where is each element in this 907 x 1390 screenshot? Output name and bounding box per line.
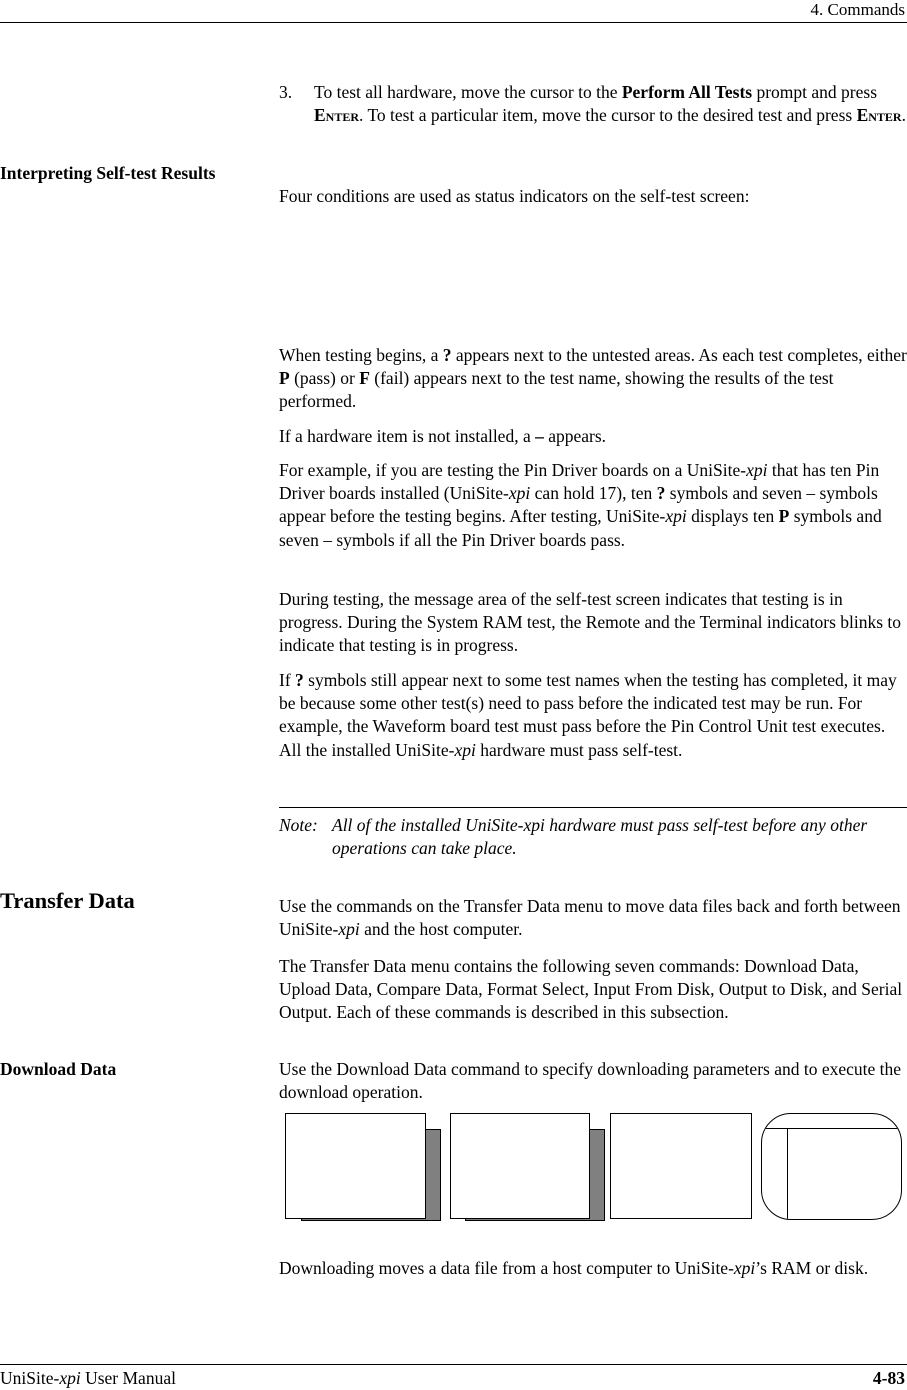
text-run: that has ten Pin Driver boards installed (UniSite- <box>279 460 880 504</box>
footer-title-suffix: User Manual <box>80 1368 176 1388</box>
text-run: xpi <box>508 483 531 504</box>
text-run: appears. <box>543 426 607 446</box>
text-run: . <box>901 105 906 126</box>
text-run: xpi <box>454 739 476 760</box>
text-run: During testing, the message area of the self-test screen indicates that testing is in progress. During the System RAM test, the Remote and the Terminal indicators blinks to indicate that testing is in progress. <box>279 589 902 656</box>
page-number: 4-83 <box>872 1368 905 1388</box>
paragraph-downloading-moves <box>279 1257 907 1280</box>
heading-transfer-data: Transfer Data <box>0 888 135 913</box>
text-run: If a hardware item is not installed, a <box>279 426 536 446</box>
text-run: Downloading moves a data file from a host computer to UniSite- <box>279 1258 734 1278</box>
paragraph-transfer-intro <box>279 895 907 941</box>
note-rule <box>279 807 907 808</box>
text-run: The Transfer Data menu contains the following seven commands: Download Data, Upload Data, Compare Data, Format Select, Input From Disk, Output to Disk, and Serial Output. Each of these commands is described in this subsection. <box>279 956 903 1023</box>
text-run: ? <box>295 670 304 690</box>
header-rule <box>0 22 907 23</box>
text-run: If <box>279 670 296 690</box>
submenu-window-panel <box>450 1113 590 1219</box>
text-run: can hold 17), ten <box>530 483 657 504</box>
text-run: Enter <box>856 105 902 126</box>
text-run: . To test a particular item, move the cursor to the desired test and press <box>359 105 857 126</box>
text-run: xpi <box>665 506 687 527</box>
text-run: symbols still appear next to some test names when the testing has completed, it may be because some other test(s) need to pass before the indicated test may be run. For example, the Waveform board test must pass before the Pin Control Unit test executes. All the installed UniSite- <box>279 670 897 760</box>
note-label: Note: <box>279 815 318 835</box>
paragraph-for-example <box>279 459 907 552</box>
footer-title-prefix: UniSite- <box>0 1368 60 1388</box>
text-run: P <box>279 368 290 389</box>
text-run: Use the commands on the Transfer Data menu to move data files back and forth between UniSite- <box>279 896 901 940</box>
step-3-text <box>314 81 907 127</box>
text-run: xpi <box>338 919 360 940</box>
text-run: (pass) or <box>289 368 360 389</box>
text-run: Use the Download Data command to specify downloading parameters and to execute the download operation. <box>279 1059 902 1103</box>
running-header: 4. Commands <box>810 0 905 19</box>
text-run: P <box>778 506 790 527</box>
heading-download-data: Download Data <box>0 1059 117 1079</box>
note-text: All of the installed UniSite-xpi hardware must pass self-test before any other operations can take place. <box>332 815 868 859</box>
text-run: (fail) appears next to the test name, showing the results of the test performed. <box>279 368 834 412</box>
footer-title-product: xpi <box>59 1368 81 1388</box>
text-run: Four conditions are used as status indicators on the self-test screen: <box>279 186 750 206</box>
text-run: ? <box>656 483 666 504</box>
menu-window-panel <box>285 1113 426 1219</box>
text-run: prompt and press <box>752 82 878 102</box>
footer-rule <box>0 1364 907 1365</box>
paragraph-not-installed <box>279 425 907 448</box>
paragraph-four-conditions <box>279 185 907 208</box>
paragraph-during-testing <box>279 588 907 658</box>
screen-panel <box>610 1113 752 1219</box>
paragraph-if-symbols <box>279 669 907 762</box>
step-number: 3. <box>279 82 293 102</box>
paragraph-download-intro <box>279 1058 907 1104</box>
text-run: F <box>359 368 370 389</box>
text-run: When testing begins, a <box>279 345 443 365</box>
text-run: symbols and seven – symbols if all the Pin Driver boards pass. <box>279 506 882 550</box>
footer-manual-title <box>0 1367 176 1390</box>
heading-interpreting-results: Interpreting Self-test Results <box>0 163 216 183</box>
text-run: xpi <box>733 1258 756 1278</box>
text-run: ’s RAM or disk. <box>755 1258 869 1278</box>
text-run: xpi <box>746 460 768 480</box>
text-run: Enter <box>314 105 360 126</box>
text-run: – <box>535 426 544 446</box>
text-run: For example, if you are testing the Pin Driver boards on a UniSite- <box>279 460 747 480</box>
text-run: Perform All Tests <box>621 82 753 102</box>
terminal-screen-icon <box>761 1113 902 1220</box>
paragraph-when-testing <box>279 344 907 414</box>
text-run: ? <box>442 345 452 365</box>
text-run: To test all hardware, move the cursor to the <box>314 82 622 102</box>
text-run: hardware must pass self-test. <box>475 739 683 760</box>
text-run: and the host computer. <box>359 919 523 940</box>
text-run: appears next to the untested areas. As each test completes, either <box>451 345 907 365</box>
paragraph-transfer-list <box>279 955 907 1025</box>
text-run: displays ten <box>686 506 779 527</box>
text-run: symbols and seven – symbols appear before the testing begins. After testing, UniSite- <box>279 483 878 527</box>
